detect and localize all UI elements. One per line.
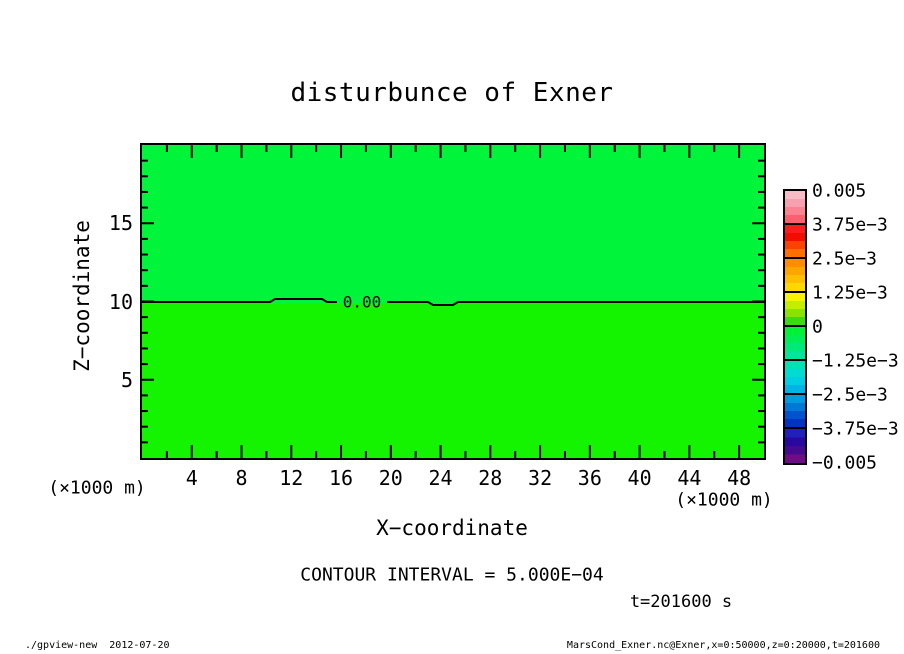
contour-line-0 [142, 299, 764, 305]
colorbar-tick-label: −3.75e−3 [812, 418, 899, 440]
colorbar-tick-label: −0.005 [812, 452, 878, 474]
colorbar-tick-label: 3.75e−3 [812, 214, 888, 236]
contour-label: 0.00 [342, 292, 382, 312]
x-axis-tick-label: 24 [428, 466, 453, 490]
colorbar-segment [785, 191, 805, 225]
plot-inner [142, 145, 764, 458]
y-axis-tick-label: 15 [108, 211, 133, 236]
axis-unit-label-right: (×1000 m) [675, 489, 773, 511]
x-axis-tick-label: 20 [378, 466, 403, 490]
colorbar-tick-label: −1.25e−3 [812, 350, 899, 372]
plot-area [140, 143, 766, 460]
y-axis-tick-label: 10 [108, 289, 133, 314]
colorbar [783, 189, 807, 465]
colorbar-segment [785, 327, 805, 361]
colorbar-tick-label: 1.25e−3 [812, 282, 888, 304]
axis-unit-label-left: (×1000 m) [48, 477, 146, 499]
x-axis-tick-label: 12 [279, 466, 304, 490]
page-title: disturbunce of Exner [290, 78, 614, 108]
x-axis-tick-label: 48 [727, 466, 752, 490]
colorbar-segment [785, 259, 805, 293]
colorbar-segment [785, 225, 805, 259]
colorbar-tick-label: 0.005 [812, 180, 867, 202]
footer-left: ./gpview-new 2012-07-20 [25, 640, 170, 651]
colorbar-segment [785, 361, 805, 395]
x-axis-tick-label: 28 [478, 466, 503, 490]
colorbar-tick-label: 0 [812, 316, 823, 338]
x-axis-tick-label: 8 [235, 466, 248, 490]
footer-right: MarsCond_Exner.nc@Exner,x=0:50000,z=0:20000,t=201600 [566, 640, 880, 651]
y-axis-tick-label: 5 [120, 367, 133, 392]
colorbar-segment [785, 293, 805, 327]
x-axis-title: X−coordinate [376, 516, 528, 540]
x-axis-tick-label: 44 [677, 466, 702, 490]
x-axis-tick-label: 16 [328, 466, 354, 490]
x-axis-tick-label: 32 [528, 466, 553, 490]
colorbar-tick-label: 2.5e−3 [812, 248, 878, 270]
ticks-and-contour-svg [142, 145, 764, 458]
colorbar-segment [785, 395, 805, 429]
y-axis-title: Z−coordinate [70, 220, 94, 372]
x-axis-tick-label: 40 [627, 466, 652, 490]
contour-interval-label: CONTOUR INTERVAL = 5.000E−04 [300, 564, 604, 586]
time-label: t=201600 s [629, 592, 733, 612]
colorbar-segment [785, 429, 805, 463]
x-axis-tick-label: 36 [577, 466, 602, 490]
colorbar-tick-label: −2.5e−3 [812, 384, 888, 406]
x-axis-tick-label: 4 [185, 466, 198, 490]
